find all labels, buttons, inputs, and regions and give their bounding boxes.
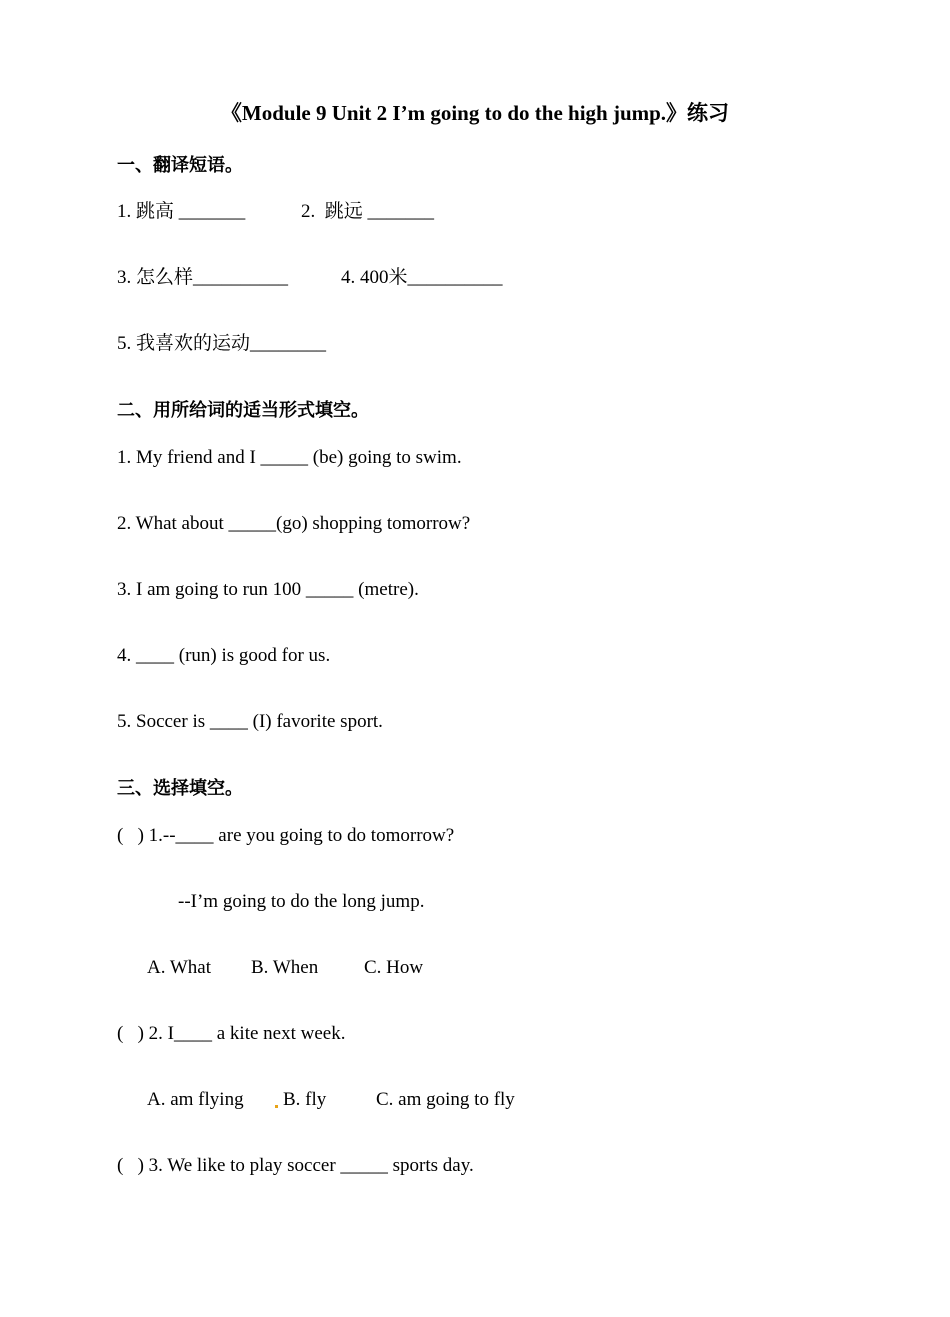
section-1-item-4: 4. 400米__________ <box>341 267 503 288</box>
question-3: ( ) 3. We like to play soccer _____ sports day. <box>117 1155 474 1176</box>
question-2-option-a: A. am flying <box>147 1089 244 1110</box>
section-2-item-3: 3. I am going to run 100 _____ (metre). <box>117 579 419 600</box>
section-3-heading: 三、选择填空。 <box>117 778 243 799</box>
section-1-item-1: 1. 跳高 _______ <box>117 201 246 222</box>
question-1-option-a: A. What <box>147 957 212 978</box>
question-1-option-b: B. When <box>251 957 319 978</box>
section-2-heading: 二、用所给词的适当形式填空。 <box>117 400 369 421</box>
section-2-item-1: 1. My friend and I _____ (be) going to swim. <box>117 447 462 468</box>
question-2: ( ) 2. I____ a kite next week. <box>117 1023 346 1044</box>
question-1-option-c: C. How <box>364 957 424 978</box>
page-title: 《Module 9 Unit 2 I’m going to do the high jump.》练习 <box>220 101 730 125</box>
stray-mark-icon <box>275 1105 278 1108</box>
section-1-heading: 一、翻译短语。 <box>117 155 243 176</box>
section-2-item-5: 5. Soccer is ____ (I) favorite sport. <box>117 711 383 732</box>
section-1-item-3: 3. 怎么样__________ <box>117 267 289 288</box>
question-2-option-c: C. am going to fly <box>376 1089 515 1110</box>
question-1: ( ) 1.--____ are you going to do tomorrow? <box>117 825 455 846</box>
section-1-item-2: 2. 跳远 _______ <box>301 201 435 222</box>
question-1-answer-line: --I’m going to do the long jump. <box>178 891 425 912</box>
section-1-item-5: 5. 我喜欢的运动________ <box>117 333 327 354</box>
question-2-option-b: B. fly <box>283 1089 327 1110</box>
section-2-item-2: 2. What about _____(go) shopping tomorrow? <box>117 513 471 534</box>
section-2-item-4: 4. ____ (run) is good for us. <box>117 645 331 666</box>
